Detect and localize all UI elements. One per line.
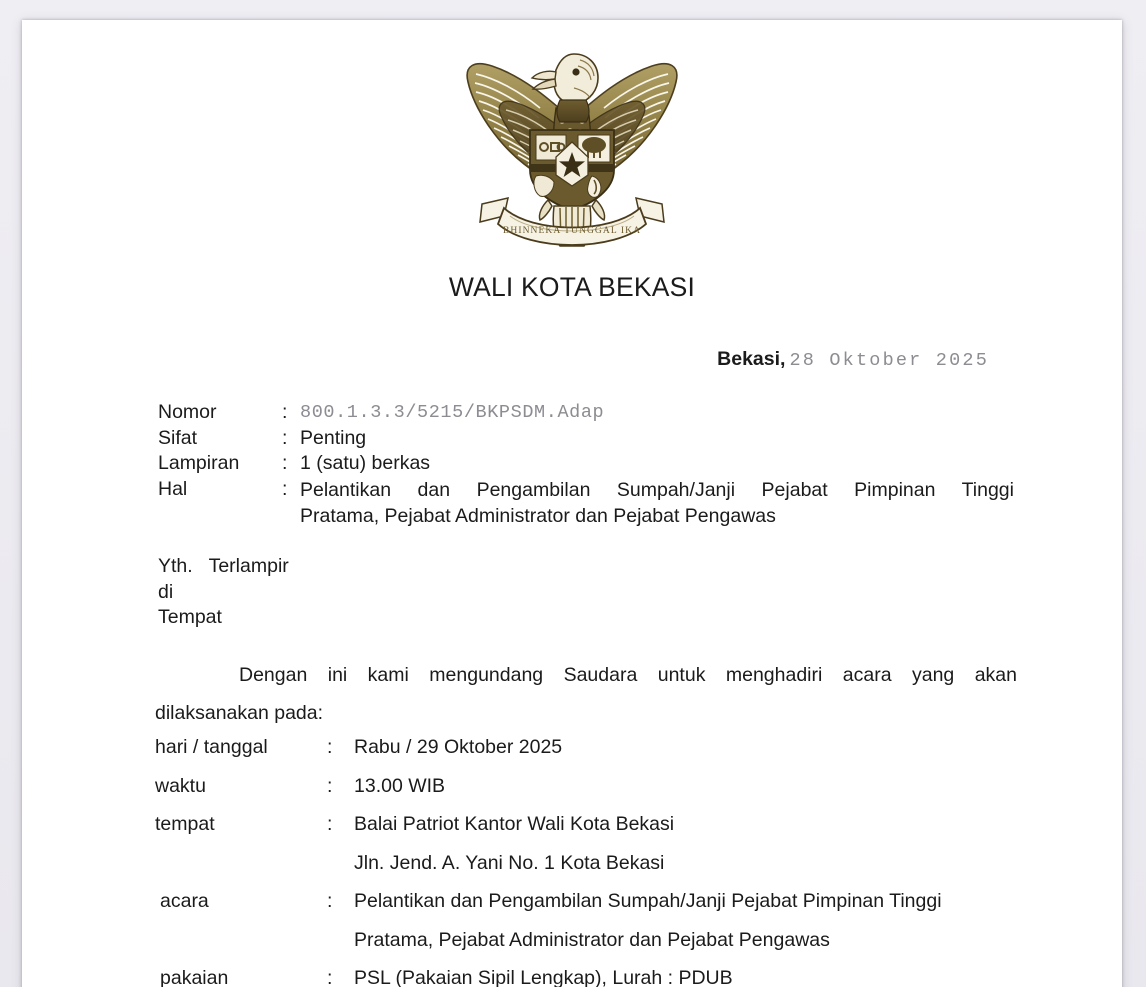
meta-row-nomor [158, 400, 1018, 426]
emblem-motto-text: BHINNEKA TUNGGAL IKA [502, 226, 642, 236]
place-and-date [717, 348, 989, 371]
document-page [22, 20, 1122, 987]
detail-value-acara-line2: Pratama, Pejabat Administrator dan Pejabat Pengawas [354, 928, 830, 951]
meta-value-sifat: Penting [300, 426, 367, 449]
meta-colon-hal: : [282, 477, 288, 500]
meta-value-lampiran: 1 (satu) berkas [300, 452, 431, 474]
meta-label-nomor: Nomor [158, 401, 217, 423]
detail-label-waktu: waktu [155, 774, 206, 797]
detail-row-pakaian [155, 959, 1055, 987]
meta-label-sifat: Sifat [158, 426, 198, 449]
detail-label-pakaian: pakaian [160, 967, 229, 987]
detail-value-pakaian-line1: PSL (Pakaian Sipil Lengkap), Lurah : PDUB [354, 967, 733, 987]
detail-label-tempat: tempat [155, 813, 215, 835]
body-paragraph-line2: dilaksanakan pada: [155, 702, 324, 724]
meta-colon-nomor: : [282, 401, 288, 423]
body-paragraph-line1: Dengan ini kami mengundang Saudara untuk menghadiri acara yang akan [239, 664, 1017, 686]
detail-value-tempat [354, 805, 1055, 882]
meta-row-hal [158, 477, 1018, 529]
detail-colon-hari-tanggal: : [327, 736, 333, 758]
addressee-line-tempat: Tempat [158, 606, 222, 628]
detail-value-waktu [354, 767, 1055, 806]
detail-value-acara-line1: Pelantikan dan Pengambilan Sumpah/Janji Pejabat Pimpinan Tinggi [354, 890, 942, 912]
meta-value-nomor: 800.1.3.3/5215/BKPSDM.Adap [300, 402, 605, 423]
meta-colon-sifat: : [282, 426, 288, 449]
detail-row-tempat [155, 805, 1055, 882]
meta-colon-lampiran: : [282, 452, 288, 474]
date-value: 28 Oktober 2025 [789, 350, 989, 371]
meta-row-sifat [158, 426, 1018, 452]
addressee-line-di: di [158, 580, 174, 603]
detail-value-tempat-line1: Balai Patriot Kantor Wali Kota Bekasi [354, 813, 675, 835]
meta-label-lampiran: Lampiran [158, 452, 240, 474]
letter-meta-block [158, 400, 1018, 529]
detail-colon-waktu: : [327, 774, 333, 797]
garuda-pancasila-emblem [456, 38, 688, 260]
emblem-shield [530, 130, 614, 210]
event-details-table [155, 728, 1055, 987]
detail-value-pakaian [354, 959, 1055, 987]
meta-label-hal: Hal [158, 477, 188, 500]
detail-value-waktu-line1: 13.00 WIB [354, 774, 446, 797]
detail-value-hari-tanggal [354, 728, 1055, 767]
emblem-container [22, 38, 1122, 260]
detail-colon-acara: : [327, 890, 333, 912]
detail-label-hari-tanggal: hari / tanggal [155, 736, 268, 758]
addressee-block [158, 554, 289, 631]
detail-colon-pakaian: : [327, 967, 333, 987]
detail-row-acara [155, 882, 1055, 959]
detail-label-acara: acara [160, 890, 209, 912]
meta-row-lampiran [158, 451, 1018, 477]
place-label: Bekasi, [717, 348, 786, 370]
detail-value-acara [354, 882, 1055, 959]
detail-row-hari-tanggal [155, 728, 1055, 767]
meta-value-hal-line2: Pratama, Pejabat Administrator dan Pejabat Pengawas [300, 504, 776, 527]
detail-value-tempat-line2: Jln. Jend. A. Yani No. 1 Kota Bekasi [354, 851, 665, 874]
detail-row-waktu [155, 767, 1055, 806]
addressee-line-yth: Yth. Terlampir [158, 555, 289, 577]
detail-value-hari-tanggal-line1: Rabu / 29 Oktober 2025 [354, 736, 563, 758]
meta-value-hal [300, 477, 1014, 529]
detail-colon-tempat: : [327, 813, 333, 835]
document-title: WALI KOTA BEKASI [448, 272, 696, 302]
meta-value-hal-line1: Pelantikan dan Pengambilan Sumpah/Janji Pejabat Pimpinan Tinggi [300, 478, 1014, 501]
body-paragraph [155, 656, 1017, 732]
